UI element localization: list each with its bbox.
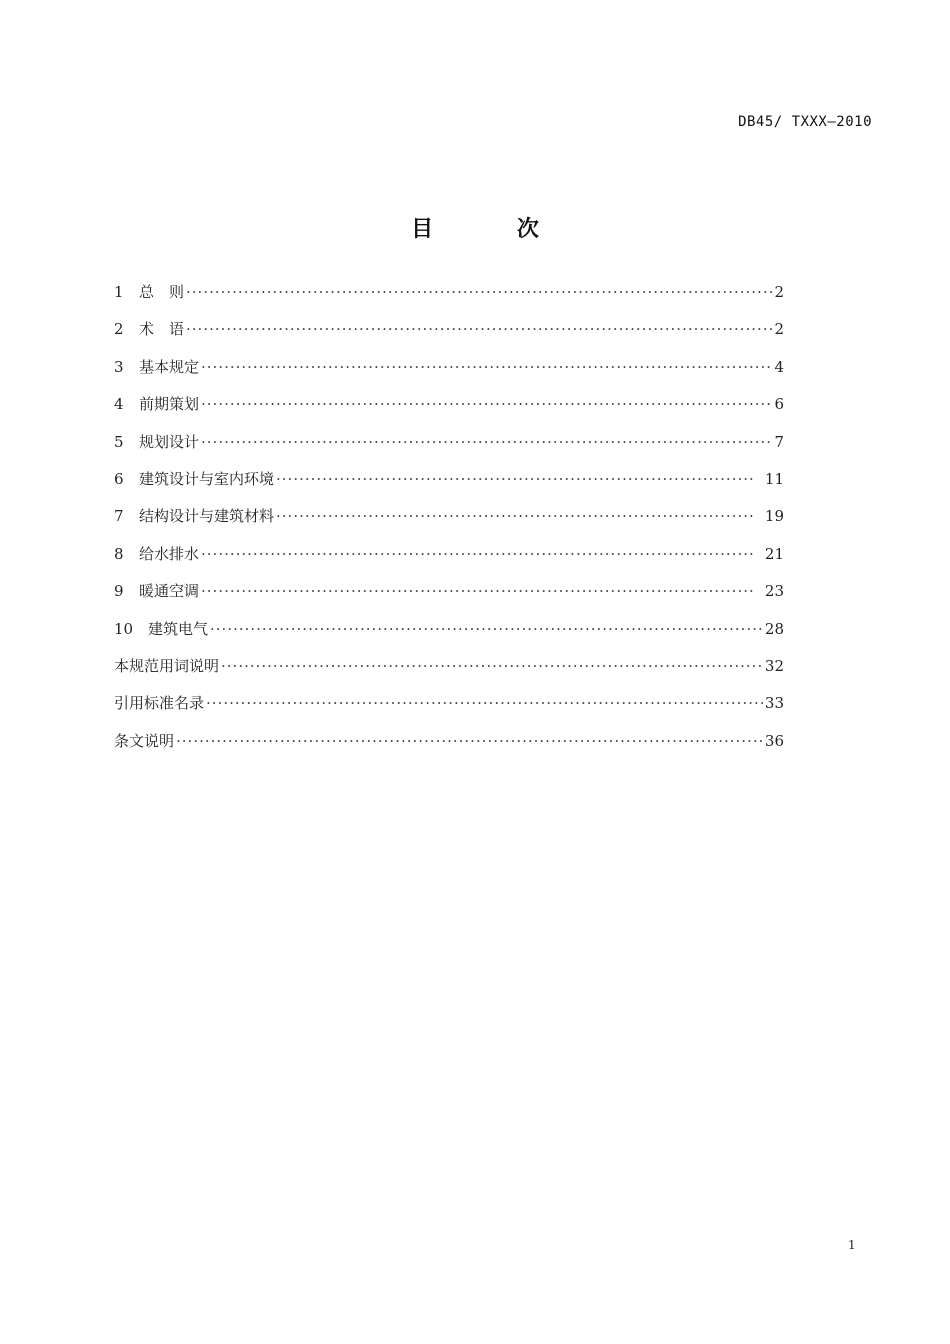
toc-leader-dots (201, 582, 755, 600)
toc-entry-8[interactable] (114, 543, 784, 580)
toc-leader-dots (221, 657, 763, 675)
toc-entry-label: 前期策划 (139, 395, 200, 414)
toc-entry-number: 3 (114, 357, 124, 376)
toc-entry-page: 19 (764, 507, 784, 526)
toc-entry-page: 6 (774, 395, 784, 414)
toc-entry-number: 8 (114, 544, 124, 563)
toc-entry-label: 引用标准名录 (114, 694, 205, 713)
toc-entry-label: 条文说明 (114, 731, 175, 750)
toc-leader-dots (201, 358, 772, 376)
toc-entry-4[interactable] (114, 393, 784, 430)
toc-entry-label: 暖通空调 (139, 582, 200, 601)
toc-leader-dots (176, 732, 763, 750)
toc-leader-dots (186, 320, 772, 338)
toc-entry-label: 规划设计 (139, 432, 200, 451)
toc-entry-page: 2 (774, 320, 784, 339)
toc-entry-number: 5 (114, 432, 124, 451)
toc-leader-dots (201, 433, 772, 451)
toc-entry-page: 23 (764, 582, 784, 601)
toc-entry-number: 2 (114, 320, 124, 339)
table-of-contents (114, 281, 784, 767)
toc-entry-page: 36 (764, 731, 784, 750)
toc-entry-page: 28 (764, 619, 784, 638)
toc-entry-label: 给水排水 (139, 544, 200, 563)
toc-leader-dots (276, 470, 755, 488)
toc-entry-label: 建筑设计与室内环境 (139, 469, 275, 488)
toc-leader-dots (206, 694, 763, 712)
toc-entry-number: 10 (114, 619, 134, 638)
document-code: DB45/ TXXX—2010 (738, 114, 872, 130)
toc-entry-page: 4 (774, 357, 784, 376)
toc-entry-page: 2 (774, 283, 784, 301)
toc-entry-page: 21 (764, 544, 784, 563)
toc-entry-label: 基本规定 (139, 357, 200, 376)
toc-entry-10[interactable] (114, 618, 784, 655)
toc-entry-3[interactable] (114, 356, 784, 393)
toc-entry-number: 1 (114, 283, 124, 301)
toc-entry-7[interactable] (114, 505, 784, 542)
toc-entry-1[interactable] (114, 281, 784, 318)
toc-entry-page: 11 (764, 469, 784, 488)
toc-entry-terms-usage[interactable] (114, 655, 784, 692)
page-title: 目 次 (411, 217, 577, 242)
toc-entry-page: 7 (774, 432, 784, 451)
toc-leader-dots (210, 620, 763, 638)
page-number: 1 (848, 1238, 856, 1252)
toc-entry-5[interactable] (114, 431, 784, 468)
toc-entry-explanation[interactable] (114, 730, 784, 767)
toc-leader-dots (201, 395, 772, 413)
toc-leader-dots (201, 545, 755, 563)
toc-entry-number: 7 (114, 507, 124, 526)
toc-entry-9[interactable] (114, 580, 784, 617)
toc-entry-page: 33 (764, 694, 784, 713)
toc-entry-number: 9 (114, 582, 124, 601)
toc-entry-6[interactable] (114, 468, 784, 505)
toc-entry-label: 术 语 (139, 320, 185, 339)
toc-entry-label: 建筑电气 (148, 619, 209, 638)
toc-entry-label: 本规范用词说明 (114, 656, 220, 675)
toc-entry-label: 结构设计与建筑材料 (139, 507, 275, 526)
toc-leader-dots (186, 283, 772, 301)
toc-entry-number: 6 (114, 469, 124, 488)
toc-entry-number: 4 (114, 395, 124, 414)
toc-entry-label: 总 则 (139, 283, 185, 301)
toc-entry-page: 32 (764, 656, 784, 675)
toc-entry-2[interactable] (114, 318, 784, 355)
toc-entry-referenced-standards[interactable] (114, 692, 784, 729)
toc-leader-dots (276, 507, 755, 525)
